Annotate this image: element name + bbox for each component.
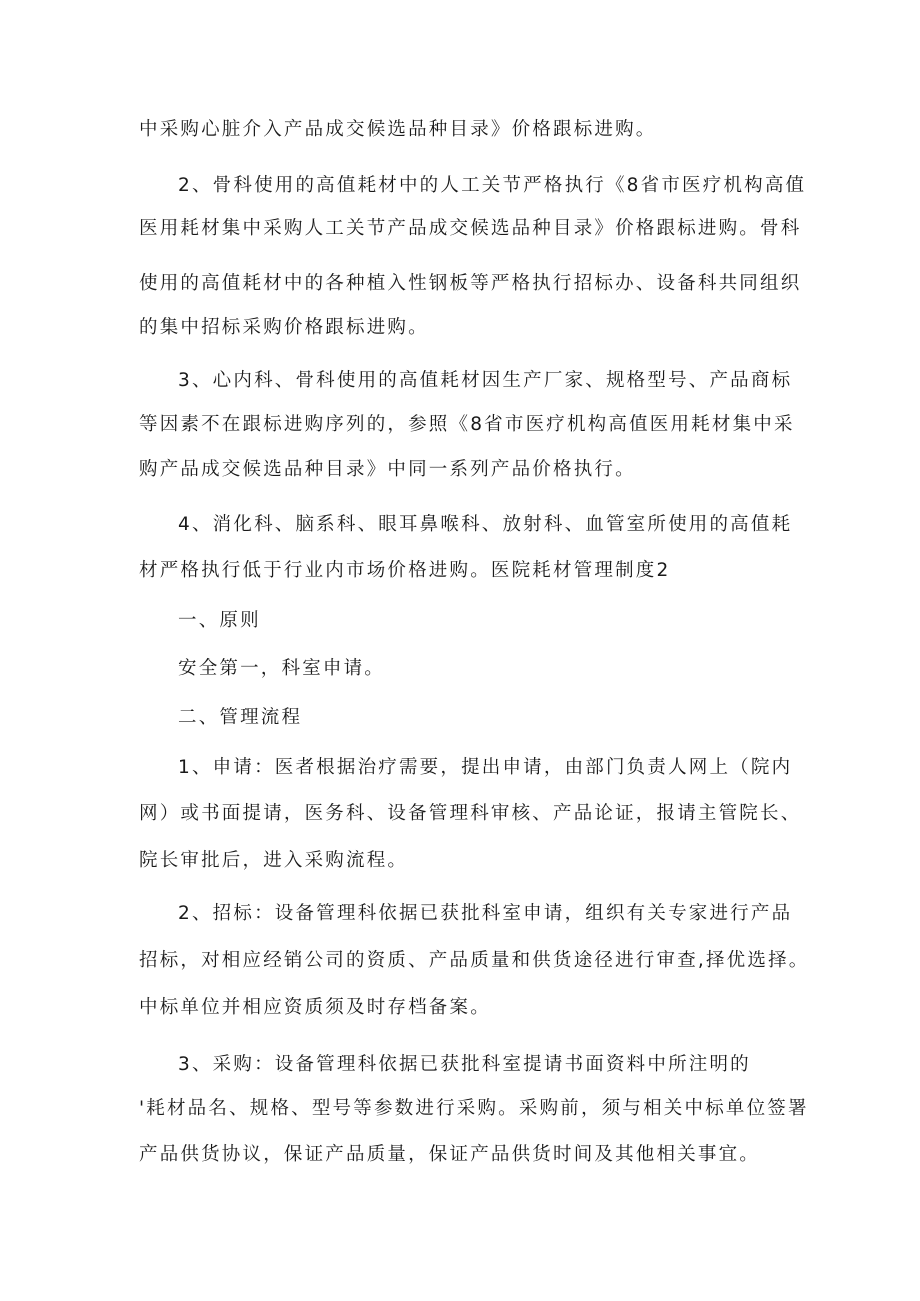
text-line: 中采购心脏介入产品成交候选品种目录》价格跟标进购。 bbox=[139, 119, 657, 140]
section-heading: 二、管理流程 bbox=[178, 707, 303, 728]
text-line: 2、招标：设备管理科依据已获批科室申请，组织有关专家进行产品 bbox=[178, 903, 793, 924]
text-line: 中标单位并相应资质须及时存档备案。 bbox=[139, 997, 491, 1018]
text-line: 1、申请：医者根据治疗需要，提出申请，由部门负责人网上（院内 bbox=[178, 757, 793, 778]
text-line: 购产品成交候选品种目录》中同一系列产品价格执行。 bbox=[139, 459, 636, 480]
text-line: 使用的高值耗材中的各种植入性钢板等严格执行招标办、设备科共同组织 bbox=[139, 273, 802, 294]
text-line: 的集中招标采购价格跟标进购。 bbox=[139, 317, 429, 338]
text-line: 医用耗材集中采购人工关节产品成交候选品种目录》价格跟标进购。骨科 bbox=[139, 218, 802, 239]
text-line: 材严格执行低于行业内市场价格进购。医院耗材管理制度2 bbox=[139, 560, 671, 581]
text-line: 4、消化科、脑系科、眼耳鼻喉科、放射科、血管室所使用的高值耗 bbox=[178, 514, 793, 535]
text-line: 招标，对相应经销公司的资质、产品质量和供货途径进行审查,择优选择。 bbox=[139, 950, 810, 971]
text-line: 网）或书面提请，医务科、设备管理科审核、产品论证，报请主管院长、 bbox=[139, 803, 802, 824]
text-line: 等因素不在跟标进购序列的，参照《8省市医疗机构高值医用耗材集中采 bbox=[139, 414, 795, 435]
text-line: 产品供货协议，保证产品质量，保证产品供货时间及其他相关事宜。 bbox=[139, 1144, 761, 1165]
text-line: 3、采购：设备管理科依据已获批科室提请书面资料中所注明的 bbox=[178, 1054, 751, 1075]
text-line: '耗材品名、规格、型号等参数进行采购。采购前，须与相关中标单位签署 bbox=[139, 1098, 809, 1119]
text-line: 安全第一，科室申请。 bbox=[178, 658, 386, 679]
text-line: 3、心内科、骨科使用的高值耗材因生产厂家、规格型号、产品商标 bbox=[178, 370, 793, 391]
section-heading: 一、原则 bbox=[178, 610, 261, 631]
text-line: 2、骨科使用的高值耗材中的人工关节严格执行《8省市医疗机构高值 bbox=[178, 175, 807, 196]
text-line: 院长审批后，进入采购流程。 bbox=[139, 850, 409, 871]
